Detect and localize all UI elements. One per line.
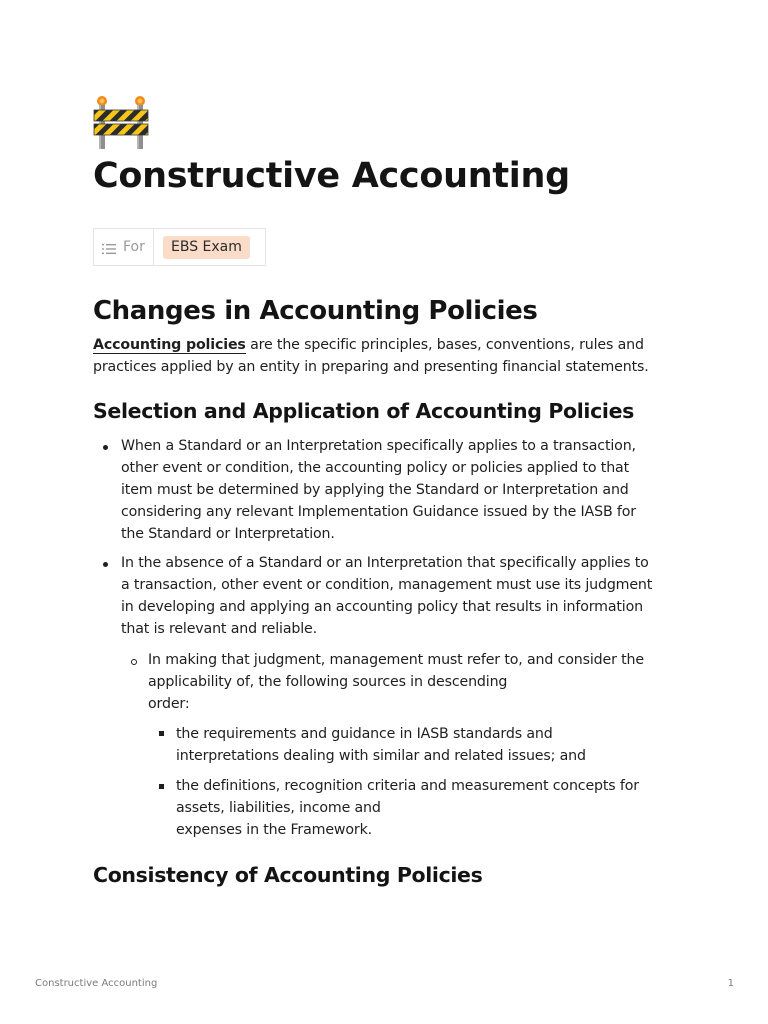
list-item-line: the definitions, recognition criteria and measurement concepts for — [176, 778, 639, 794]
heading-consistency-of-accounting-policies: Consistency of Accounting Policies — [93, 863, 483, 887]
list-item-line: that is relevant and reliable. — [121, 621, 317, 637]
footer-page-number: 1 — [727, 978, 734, 989]
bullet-marker — [159, 731, 164, 736]
list-item-line: in developing and applying an accounting policy that results in information — [121, 599, 643, 615]
intro-line1-text: are the specific principles, bases, conventions, rules and — [245, 337, 644, 353]
bullet-marker — [103, 562, 108, 567]
property-name-cell — [94, 229, 154, 265]
list-item-line: the Standard or Interpretation. — [121, 526, 335, 542]
list-item-line: the requirements and guidance in IASB standards and — [176, 726, 553, 742]
list-item-line: In the absence of a Standard or an Interpretation that specifically applies to — [121, 555, 649, 571]
bullet-marker — [103, 445, 108, 450]
property-name-label: For — [123, 239, 145, 255]
construction-barrier-icon — [93, 95, 149, 149]
list-item-line: applicability of, the following sources in descending — [148, 674, 508, 690]
intro-line2-text: practices applied by an entity in preparing and presenting financial statements. — [93, 359, 649, 375]
property-row — [93, 228, 266, 266]
list-item-line: order: — [148, 696, 190, 712]
list-item-line: interpretations dealing with similar and related issues; and — [176, 748, 586, 764]
bullet-marker — [131, 659, 137, 665]
list-item-line: assets, liabilities, income and — [176, 800, 381, 816]
list-item-line: expenses in the Framework. — [176, 822, 373, 838]
list-item-line: item must be determined by applying the Standard or Interpretation and — [121, 482, 629, 498]
footer-title: Constructive Accounting — [35, 978, 158, 989]
list-item-line: other event or condition, the accounting policy or policies applied to that — [121, 460, 630, 476]
page-title: Constructive Accounting — [93, 156, 570, 196]
list-item-line: In making that judgment, management must refer to, and consider the — [148, 652, 644, 668]
list-item — [148, 649, 683, 715]
list-item-line: a transaction, other event or condition, management must use its judgment — [121, 577, 653, 593]
property-value-cell[interactable] — [154, 229, 265, 265]
property-tag[interactable]: EBS Exam — [163, 236, 250, 259]
term-accounting-policies: Accounting policies — [93, 337, 246, 353]
bullet-marker — [159, 784, 164, 789]
intro-paragraph — [93, 334, 683, 378]
heading-selection-and-application: Selection and Application of Accounting Policies — [93, 399, 634, 423]
list-item-line: considering any relevant Implementation Guidance issued by the IASB for — [121, 504, 636, 520]
heading-changes-in-accounting-policies: Changes in Accounting Policies — [93, 296, 538, 326]
list-item — [176, 775, 683, 841]
list-item — [121, 552, 681, 640]
list-item — [176, 723, 683, 767]
list-item — [121, 435, 681, 545]
list-icon — [102, 243, 116, 255]
list-item-line: When a Standard or an Interpretation specifically applies to a transaction, — [121, 438, 636, 454]
